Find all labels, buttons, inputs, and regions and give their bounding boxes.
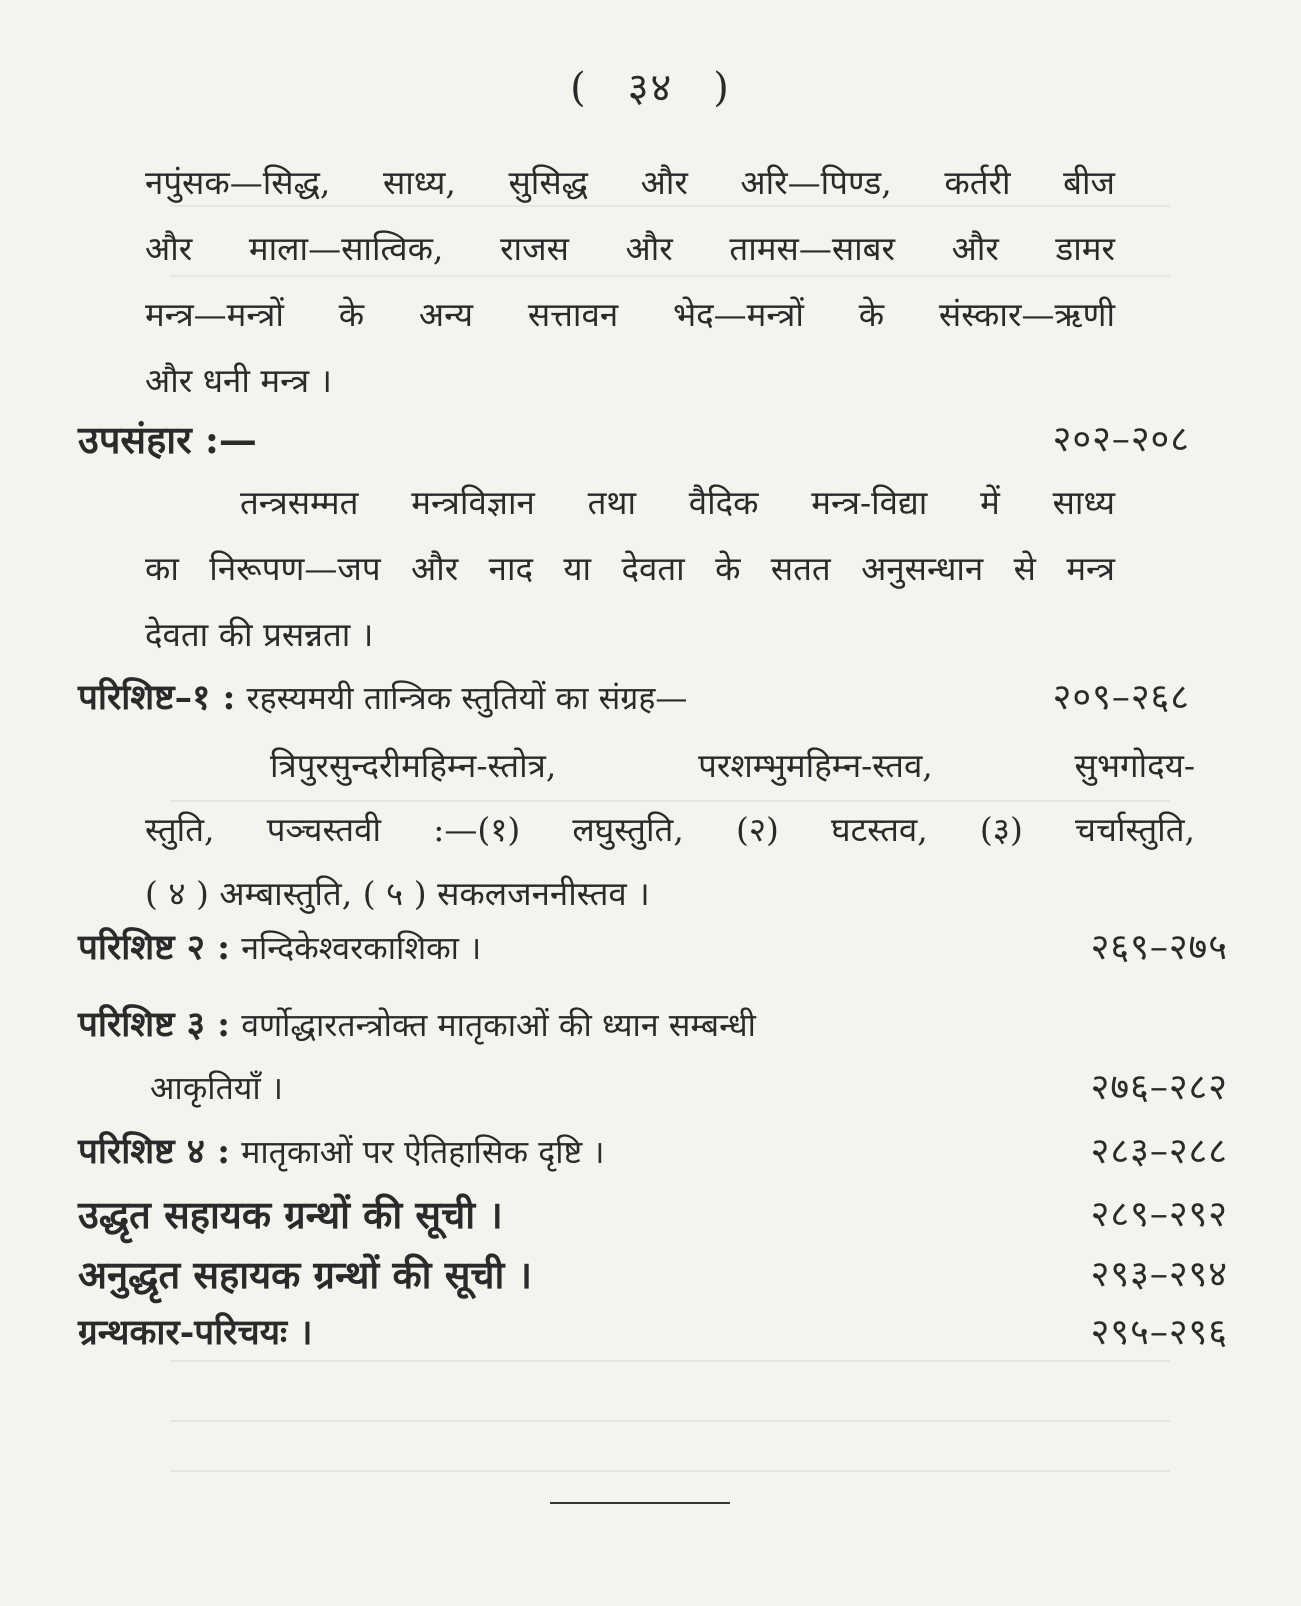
description-line: त्रिपुरसुन्दरीमहिम्न-स्तोत्र, परशम्भुमहिम्न-स्तव, सुभगोदय- [270,746,1195,785]
toc-entry-title: ग्रन्थकार-परिचयः । [78,1312,313,1353]
toc-entry-title: उपसंहार :— [78,417,257,462]
toc-page-range: २८९–२९२ [1090,1194,1228,1235]
toc-entry-parishisht-1 [78,668,1190,728]
toc-entry-title: उद्धृत सहायक ग्रन्थों की सूची । [78,1192,503,1237]
toc-page-range: २९५–२९६ [1090,1312,1228,1353]
toc-entry-title: परिशिष्ट २ : [78,927,231,968]
toc-entry-parishisht-3-cont [78,1058,1228,1118]
intro-paragraph [145,150,1115,414]
toc-entry-upsanhar [78,410,1190,472]
intro-line: नपुंसक—सिद्ध, साध्य, सुसिद्ध और अरि—पिण्ड, कर्तरी बीज [145,163,1115,202]
intro-line: और माला—सात्विक, राजस और तामस—साबर और डामर [145,229,1115,268]
toc-entry-title: परिशिष्ट–१ : [78,677,236,718]
toc-page-range: २७६–२८२ [1090,1067,1228,1108]
description-line: देवता की प्रसन्नता । [145,615,374,654]
intro-line: और धनी मन्त्र । [145,361,333,400]
intro-line: मन्त्र—मन्त्रों के अन्य सत्तावन भेद—मन्त्रों के संस्कार—ऋणी [145,295,1115,334]
toc-entry-subtitle: वर्णोद्धारतन्त्रोक्त मातृकाओं की ध्यान सम्बन्धी [241,1006,756,1044]
description-line: स्तुति, पञ्चस्तवी :—(१) लघुस्तुति, (२) घटस्तव, (३) चर्चास्तुति, [145,810,1195,849]
bleed-through-line [170,1470,1170,1472]
description-line: का निरूपण—जप और नाद या देवता के सतत अनुसन्धान से मन्त्र [145,549,1115,588]
bleed-through-line [170,1420,1170,1422]
closing-divider [550,1502,730,1504]
toc-entry-title: अनुद्धृत सहायक ग्रन्थों की सूची । [78,1252,533,1297]
toc-entry-uddhrit [78,1185,1228,1247]
description-line: ( ४ ) अम्बास्तुति, ( ५ ) सकलजननीस्तव । [145,874,650,913]
toc-entry-parishisht-3 [78,995,1228,1055]
toc-entry-parishisht-4 [78,1122,1228,1182]
toc-page-range: २६९–२७५ [1090,927,1228,968]
toc-entry-subtitle: मातृकाओं पर ऐतिहासिक दृष्टि । [241,1133,605,1171]
toc-entry-anuddhrit [78,1245,1228,1307]
toc-entry-title: परिशिष्ट ४ : [78,1131,231,1172]
page-number-value: ३४ [627,65,674,111]
toc-page-range: २८३–२८८ [1090,1131,1228,1172]
toc-entry-title: परिशिष्ट ३ : [78,1004,231,1045]
toc-page-range: २०२–२०८ [1052,419,1190,460]
toc-entry-subtitle: नन्दिकेश्वरकाशिका । [241,929,482,967]
toc-entry-subtitle-cont: आकृतियाँ । [150,1069,283,1107]
toc-entry-parishisht-2 [78,918,1228,978]
toc-entry-subtitle: रहस्यमयी तान्त्रिक स्तुतियों का संग्रह— [246,679,688,717]
toc-page-range: २०९–२६८ [1052,677,1190,718]
toc-page-range: २९३–२९४ [1090,1254,1228,1295]
parishisht-1-description [145,734,1195,926]
toc-entry-granthkar [78,1303,1228,1363]
upsanhar-description [145,470,1115,668]
page-number: ( ३४ ) [0,58,1301,113]
description-line: तन्त्रसम्मत मन्त्रविज्ञान तथा वैदिक मन्त्र-विद्या में साध्य [240,483,1115,522]
